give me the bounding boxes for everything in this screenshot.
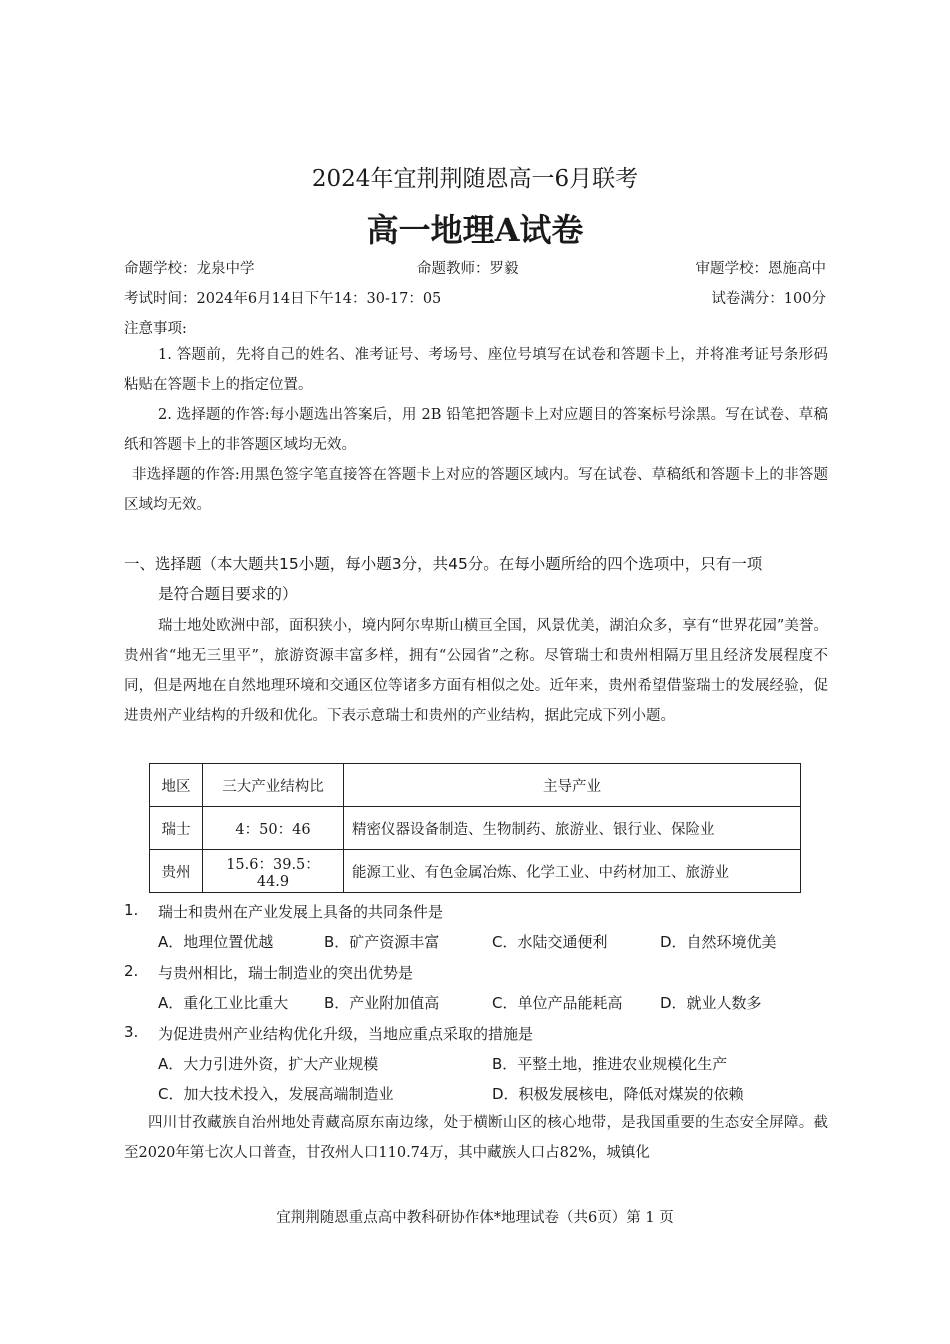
passage-2: 四川甘孜藏族自治州地处青藏高原东南边缘，处于横断山区的核心地带，是我国重要的生态安全屏障。截至2020年第七次人口普查，甘孜州人口110.74万，其中藏族人口占82%，城镇化	[124, 1115, 828, 1161]
question-option: A．大力引进外资，扩大产业规模	[158, 1055, 379, 1073]
table-header-cell: 主导产业	[344, 764, 801, 807]
note-item-1: 1. 答题前，先将自己的姓名、准考证号、考场号、座位号填写在试卷和答题卡上，并将准考证号条形码粘贴在答题卡上的指定位置。	[124, 347, 828, 393]
note-item-3: 非选择题的作答:用黑色签字笔直接答在答题卡上对应的答题区域内。写在试卷、草稿纸和答题卡上的非答题区域均无效。	[124, 467, 828, 513]
table-row	[150, 850, 801, 893]
question-option: B．产业附加值高	[324, 994, 440, 1012]
question-option: D．积极发展核电，降低对煤炭的依赖	[492, 1085, 744, 1103]
table-cell: 4：50：46	[203, 807, 344, 850]
table-cell: 瑞士	[150, 807, 203, 850]
question-stem: 为促进贵州产业结构优化升级，当地应重点采取的措施是	[158, 1025, 534, 1043]
passage-1: 瑞士地处欧洲中部，面积狭小，境内阿尔卑斯山横亘全国，风景优美，湖泊众多，享有“世界花园”美誉。贵州省“地无三里平”，旅游资源丰富多样，拥有“公园省”之称。尽管瑞士和贵州相隔万里且经济发展程度不同，但是两地在自然地理环境和交通区位等诸多方面有相似之处。近年来，贵州希望借鉴瑞士的发展经验，促进贵州产业结构的升级和优化。下表示意瑞士和贵州的产业结构，据此完成下列小题。	[124, 618, 828, 724]
question-option: B．矿产资源丰富	[324, 933, 440, 951]
exam-paper-title: 高一地理A试卷	[366, 211, 584, 249]
table-row	[150, 807, 801, 850]
meta-school: 命题学校：龙泉中学	[124, 261, 255, 277]
meta-full-score: 试卷满分：100分	[711, 291, 826, 307]
table-cell: 能源工业、有色金属冶炼、化学工业、中药材加工、旅游业	[344, 850, 801, 893]
table-header-cell: 地区	[150, 764, 203, 807]
question-option: C．单位产品能耗高	[492, 994, 623, 1012]
exam-series-title: 2024年宜荆荆随恩高一6月联考	[311, 166, 639, 192]
meta-exam-time: 考试时间：2024年6月14日下午14：30-17：05	[124, 291, 442, 307]
question-option: A．地理位置优越	[158, 933, 274, 951]
question-stem: 瑞士和贵州在产业发展上具备的共同条件是	[158, 903, 444, 921]
page-footer: 宜荆荆随恩重点高中教科研协作体*地理试卷（共6页）第 1 页	[276, 1210, 674, 1226]
meta-review-school: 审题学校：恩施高中	[695, 261, 826, 277]
table-header-row	[150, 764, 801, 807]
question-option: D．就业人数多	[660, 994, 762, 1012]
table-header-cell: 三大产业结构比	[203, 764, 344, 807]
section-heading: 一、选择题（本大题共15小题，每小题3分，共45分。在每小题所给的四个选项中，只有一项	[124, 555, 763, 573]
industry-structure-table	[149, 763, 801, 893]
note-item-2: 2. 选择题的作答:每小题选出答案后，用 2B 铅笔把答题卡上对应题目的答案标号涂黑。写在试卷、草稿纸和答题卡上的非答题区域均无效。	[124, 407, 828, 453]
section-heading-cont: 是符合题目要求的）	[158, 585, 298, 603]
meta-teacher: 命题教师：罗毅	[417, 261, 519, 277]
question-number: 2.	[124, 962, 139, 980]
question-option: A．重化工业比重大	[158, 994, 289, 1012]
table-cell: 15.6：39.5：44.9	[203, 850, 344, 893]
question-stem: 与贵州相比，瑞士制造业的突出优势是	[158, 964, 414, 982]
question-number: 1.	[124, 901, 139, 919]
table-cell: 精密仪器设备制造、生物制药、旅游业、银行业、保险业	[344, 807, 801, 850]
table-cell: 贵州	[150, 850, 203, 893]
question-option: B．平整土地，推进农业规模化生产	[492, 1055, 728, 1073]
question-option: C．加大技术投入，发展高端制造业	[158, 1085, 394, 1103]
question-number: 3.	[124, 1023, 139, 1041]
question-option: C．水陆交通便利	[492, 933, 608, 951]
notes-heading: 注意事项:	[124, 321, 187, 337]
question-option: D．自然环境优美	[660, 933, 777, 951]
